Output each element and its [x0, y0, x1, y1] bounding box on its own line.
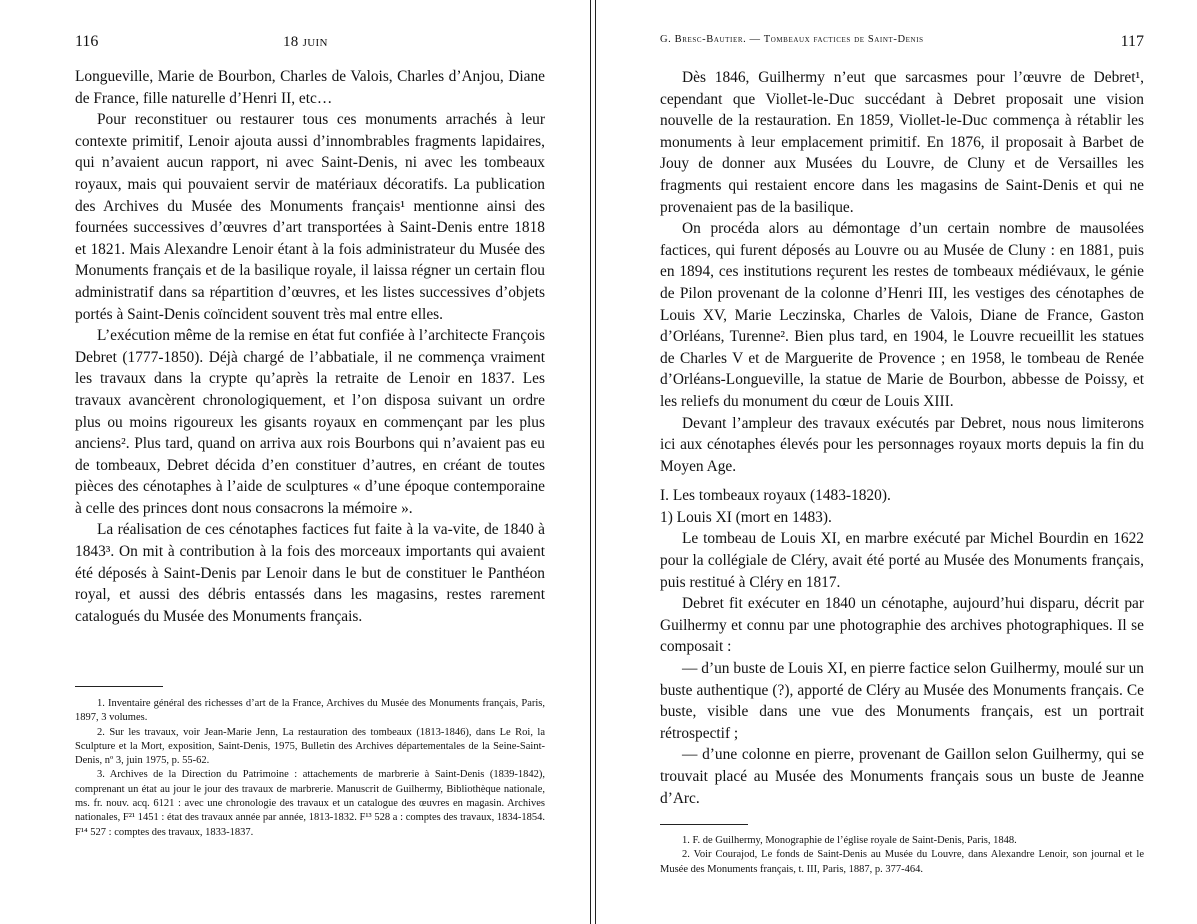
page-number: 116 [75, 33, 99, 50]
paragraph: Devant l’ampleur des travaux exécutés par Debret, nous nous limiterons ici aux cénotaphes élevés pour les personnages royaux morts depuis la fin du Moyen Age. [660, 414, 1144, 475]
footnote-rule [660, 824, 748, 825]
footnote: 3. Archives de la Direction du Patrimoine : attachements de marbrerie à Saint-Denis (1839-1842), comprenant un état au jour le jour des travaux de marbrerie. Manuscrit de Guilhermy, Bibliothèque nationale, ms. fr. nouv. acq. 6121 : avec une chronologie des travaux et un catalogue des œuvres en magasin. Archives nationales, F²¹ 1451 : état des travaux année par année, 1813-1832. F¹³ 528 a : comptes des travaux, 1834-1854. F¹⁴ 527 : comptes des travaux, 1833-1837. [75, 769, 545, 838]
section-heading: I. Les tombeaux royaux (1483-1820). [660, 487, 891, 505]
paragraph: Le tombeau de Louis XI, en marbre exécuté par Michel Bourdin en 1622 pour la collégiale de Cléry, avait été porté au Musée des Monuments français, puis restitué à Cléry en 1817. [660, 530, 1144, 591]
left-page-footnotes [75, 697, 545, 840]
footnote: 1. Inventaire général des richesses d’art de la France, Archives du Musée des Monuments français, Paris, 1897, 3 volumes. [75, 698, 545, 724]
paragraph: Longueville, Marie de Bourbon, Charles de Valois, Charles d’Anjou, Diane de France, fille naturelle d’Henri II, etc… [75, 68, 545, 107]
paragraph: Dès 1846, Guilhermy n’eut que sarcasmes pour l’œuvre de Debret¹, cependant que Viollet-le-Duc succédant à Debret proposait une vision nouvelle de la restauration. En 1859, Viollet-le-Duc commença à rétablir les monuments à leur emplacement primitif. En 1876, il proposait à Barbet de Jouy de donner aux Musées du Louvre, de Cluny et de Versailles les fragments qui restaient encore dans les magasins de Saint-Denis et qui ne provenaient pas de la basilique. [660, 69, 1144, 216]
paragraph: La réalisation de ces cénotaphes factices fut faite à la va-vite, de 1840 à 1843³. On mit à contribution à la fois des morceaux importants qui avaient été déposés à Saint-Denis par Lenoir dans le but de constituer le Panthéon royal, et aussi des débris entassés dans les magasins, restes rarement catalogués du Musée des Monuments français. [75, 521, 545, 625]
right-page-footnotes [660, 834, 1144, 877]
left-page-header [75, 33, 545, 53]
paragraph: — d’un buste de Louis XI, en pierre factice selon Guilhermy, moulé sur un buste authentique (?), apporté de Cléry au Musée des Monuments français. Ce buste, visible dans une vue des Monuments français, est un portrait rétrospectif ; [660, 660, 1144, 742]
running-head: G. Bresc-Bautier. — Tombeaux factices de Saint-Denis [660, 34, 924, 45]
running-head: 18 juin [283, 34, 328, 50]
right-page-body [660, 67, 1144, 809]
right-page-header [660, 33, 1144, 53]
paragraph: Debret fit exécuter en 1840 un cénotaphe, aujourd’hui disparu, décrit par Guilhermy et connu par une photographie des archives photographiques. Il se composait : [660, 595, 1144, 656]
footnote: 2. Voir Courajod, Le fonds de Saint-Denis au Musée du Louvre, dans Alexandre Lenoir, son journal et le Musée des Monuments français, t. III, Paris, 1887, p. 377-464. [660, 849, 1144, 875]
right-page [596, 0, 1197, 924]
left-page-body [75, 66, 545, 627]
paragraph: Pour reconstituer ou restaurer tous ces monuments arrachés à leur contexte primitif, Lenoir ajouta aussi d’innombrables fragments lapidaires, qui n’avaient aucun rapport, ni avec Saint-Denis, ni avec les tombeaux royaux, mais qui pouvaient servir de matériaux décoratifs. La publication des Archives du Musée des Monuments français¹ mentionne ainsi des fournées successives d’œuvres d’art transportées à Saint-Denis entre 1818 et 1821. Mais Alexandre Lenoir étant à la fois administrateur du Musée des Monuments français et de la basilique royale, il laissa régner un certain flou administratif dans sa répartition d’œuvres, et les listes successives d’objets portés à Saint-Denis coïncident souvent très mal entre elles. [75, 111, 545, 323]
left-page [0, 0, 590, 924]
footnote: 1. F. de Guilhermy, Monographie de l’église royale de Saint-Denis, Paris, 1848. [682, 835, 1017, 846]
paragraph: L’exécution même de la remise en état fut confiée à l’architecte François Debret (1777-1850). Déjà chargé de l’abbatiale, il ne commença vraiment les travaux dans la crypte qu’après la retraite de Lenoir en 1837. Les travaux avancèrent chronologiquement, et l’on disposa suivant un ordre plus ou moins rigoureux les gisants royaux en commençant par les plus anciens². Plus tard, quand on arriva aux rois Bourbons qui n’avaient pas eu de tombeaux, Debret décida d’en constituer d’autres, en créant de toutes pièces des cénotaphes à l’aide de sculptures « d’une époque contemporaine à celle des princes dont nous consacrons la mémoire ». [75, 327, 545, 517]
footnote: 2. Sur les travaux, voir Jean-Marie Jenn, La restauration des tombeaux (1813-1846), dans Le Roi, la Sculpture et la Mort, exposition, Saint-Denis, 1975, Bulletin des Archives départementales de la Seine-Saint-Denis, nº 3, juin 1975, p. 55-62. [75, 726, 545, 767]
subsection-heading: 1) Louis XI (mort en 1483). [660, 508, 832, 526]
paragraph: — d’une colonne en pierre, provenant de Gaillon selon Guilhermy, qui se trouvait placé au Musée des Monuments français sous un buste de Jeanne d’Arc. [660, 746, 1144, 807]
paragraph: On procéda alors au démontage d’un certain nombre de mausolées factices, qui furent déposés au Louvre ou au Musée de Cluny : en 1881, puis en 1894, ces institutions reçurent les restes de tombeaux médiévaux, le génie de Pilon provenant de la colonne d’Henri III, les vestiges des cénotaphes de Louis XV, Marie Leczinska, Charles de Valois, Diane de France, Gaston d’Orléans, Turenne². Bien plus tard, en 1904, le Louvre recueillit les statues de Charles V et de Marguerite de Provence ; en 1958, le tombeau de Renée d’Orléans-Longueville, la statue de Marie de Bourbon, abbesse de Poissy, et les reliefs du monument du cœur de Louis XIII. [660, 220, 1144, 410]
footnote-rule [75, 686, 163, 687]
page-number: 117 [1120, 33, 1144, 50]
